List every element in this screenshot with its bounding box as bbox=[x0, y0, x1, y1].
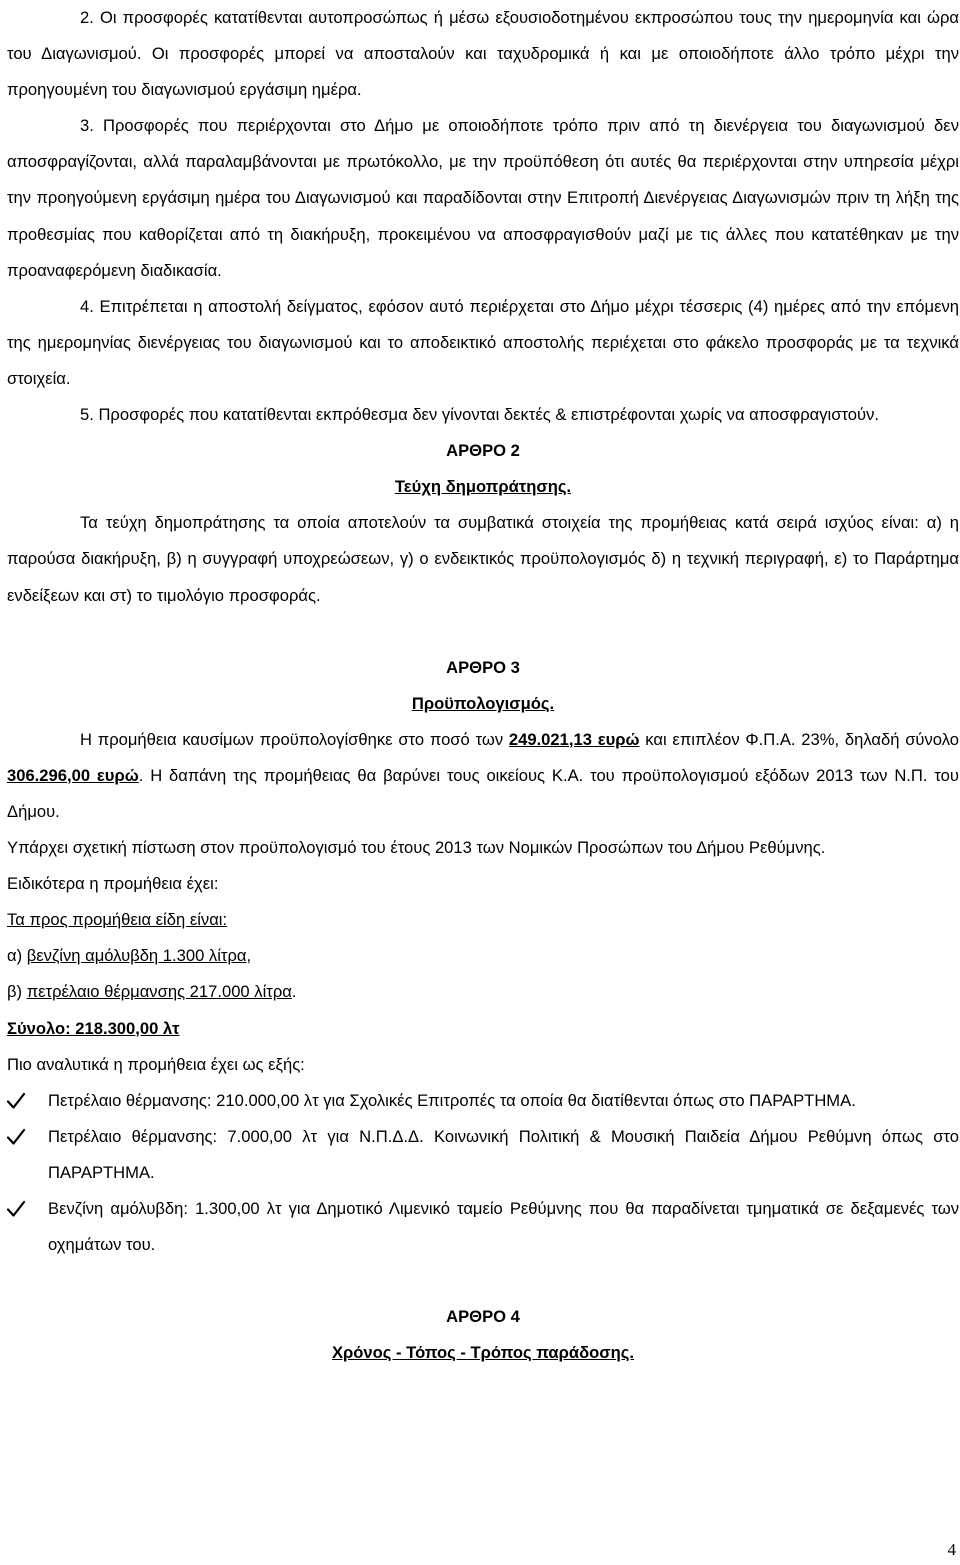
item-a-suffix: , bbox=[246, 946, 252, 966]
paragraph-2: 2. Οι προσφορές κατατίθενται αυτοπροσώπως ή μέσω εξουσιοδοτημένου εκπροσώπου τους την ημερομηνία και ώρα του Διαγωνισμού. Οι προσφορές μπορεί να αποσταλούν και ταχυδρομικά ή και με οποιοδήποτε άλλο τρόπο μέχρι την προηγουμένη του διαγωνισμού εργάσιμη ημέρα. bbox=[7, 8, 959, 100]
total-line bbox=[7, 1011, 959, 1047]
item-b bbox=[7, 974, 959, 1010]
item-a-text: βενζίνη αμόλυβδη 1.300 λίτρα bbox=[26, 946, 247, 966]
budget-text-b: και επιπλέον Φ.Π.Α. 23%, δηλαδή σύνολο bbox=[639, 729, 959, 749]
list-item-text: Βενζίνη αμόλυβδη: 1.300,00 λτ για Δημοτικό Λιμενικό ταμείο Ρεθύμνης που θα παραδίνεται τμηματικά σε δεξαμενές των οχημάτων του. bbox=[48, 1199, 959, 1255]
document-page bbox=[7, 0, 959, 1371]
article-2-heading: ΑΡΘΡΟ 2 bbox=[446, 441, 520, 461]
specifically-line: Ειδικότερα η προμήθεια έχει: bbox=[7, 874, 219, 894]
article-4-heading: ΑΡΘΡΟ 4 bbox=[446, 1307, 520, 1327]
paragraph-4: 4. Επιτρέπεται η αποστολή δείγματος, εφόσον αυτό περιέρχεται στο Δήμο μέχρι τέσσερις (4) ημέρες από την επόμενη της ημερομηνίας διενέργειας του διαγωνισμού και το αποδεικτικό αποστολής περιέχεται στο φάκελο προσφοράς με τα τεχνικά στοιχεία. bbox=[7, 296, 959, 388]
checkmark-icon bbox=[7, 1200, 25, 1218]
credit-paragraph: Υπάρχει σχετική πίστωση στον προϋπολογισμό του έτους 2013 των Νομικών Προσώπων του Δήμου Ρεθύμνης. bbox=[7, 838, 826, 858]
article-4-title: Χρόνος - Τόπος - Τρόπος παράδοσης. bbox=[331, 1343, 635, 1363]
list-item bbox=[7, 1191, 959, 1263]
item-b-prefix: β) bbox=[7, 982, 27, 1002]
checkmark-icon bbox=[7, 1092, 25, 1110]
list-item bbox=[7, 1119, 959, 1191]
checkmark-icon bbox=[7, 1128, 25, 1146]
article-2-title: Τεύχη δημοπράτησης. bbox=[394, 477, 572, 497]
kinds-title-text: Τα προς προμήθεια είδη είναι: bbox=[7, 910, 228, 930]
spacer bbox=[7, 614, 959, 650]
item-b-text: πετρέλαιο θέρμανσης 217.000 λίτρα bbox=[26, 982, 292, 1002]
list-item-text: Πετρέλαιο θέρμανσης: 210.000,00 λτ για Σχολικές Επιτροπές τα οποία θα διατίθενται όπως στο ΠΑΡΑΡΤΗΜΑ. bbox=[48, 1090, 856, 1110]
page-number: 4 bbox=[947, 1540, 956, 1559]
item-b-suffix: . bbox=[291, 982, 297, 1002]
article-2-text: Τα τεύχη δημοπράτησης τα οποία αποτελούν τα συμβατικά στοιχεία της προμήθειας κατά σειρά ισχύος είναι: α) η παρούσα διακήρυξη, β) η συγγραφή υποχρεώσεων, γ) ο ενδεικτικός προϋπολογισμός δ) η τεχνική περιγραφή, ε) το Παράρτημα ενδείξεων και στ) το τιμολόγιο προσφοράς. bbox=[7, 513, 959, 605]
item-a bbox=[7, 938, 959, 974]
spacer bbox=[7, 1263, 959, 1299]
budget-total: 306.296,00 ευρώ bbox=[7, 765, 139, 785]
budget-text-a: Η προμήθεια καυσίμων προϋπολογίσθηκε στο ποσό των bbox=[80, 729, 509, 749]
budget-paragraph bbox=[7, 722, 959, 830]
kinds-title bbox=[7, 902, 959, 938]
article-3-heading: ΑΡΘΡΟ 3 bbox=[446, 657, 520, 677]
budget-text-c: . Η δαπάνη της προμήθειας θα βαρύνει τους οικείους Κ.Α. του προϋπολογισμού εξόδων 2013 των Ν.Π. του Δήμου. bbox=[7, 765, 959, 821]
list-item-text: Πετρέλαιο θέρμανσης: 7.000,00 λτ για Ν.Π.Δ.Δ. Κοινωνική Πολιτική & Μουσική Παιδεία Δήμου Ρεθύμνη όπως στο ΠΑΡΑΡΤΗΜΑ. bbox=[48, 1126, 959, 1182]
paragraph-5: 5. Προσφορές που κατατίθενται εκπρόθεσμα δεν γίνονται δεκτές & επιστρέφονται χωρίς να αποσφραγιστούν. bbox=[80, 405, 879, 425]
total-text: Σύνολο: 218.300,00 λτ bbox=[7, 1018, 180, 1038]
detail-intro: Πιο αναλυτικά η προμήθεια έχει ως εξής: bbox=[7, 1054, 305, 1074]
budget-amount: 249.021,13 ευρώ bbox=[508, 729, 640, 749]
item-a-prefix: α) bbox=[7, 946, 27, 966]
article-3-title: Προϋπολογισμός. bbox=[411, 693, 555, 713]
paragraph-3: 3. Προσφορές που περιέρχονται στο Δήμο με οποιοδήποτε τρόπο πριν από τη διενέργεια του διαγωνισμού δεν αποσφραγίζονται, αλλά παραλαμβάνονται με πρωτόκολλο, με την προϋπόθεση ότι αυτές θα περιέρχονται στην υπηρεσία μέχρι την προηγούμενη εργάσιμη ημέρα του Διαγωνισμού και παραδίδονται στην Επιτροπή Διενέργειας Διαγωνισμών πριν τη λήξη της προθεσμίας που καθορίζεται από τη διακήρυξη, προκειμένου να αποσφραγισθούν μαζί με τις άλλες που κατατέθηκαν με την προαναφερόμενη διαδικασία. bbox=[7, 116, 959, 280]
list-item bbox=[7, 1083, 959, 1119]
